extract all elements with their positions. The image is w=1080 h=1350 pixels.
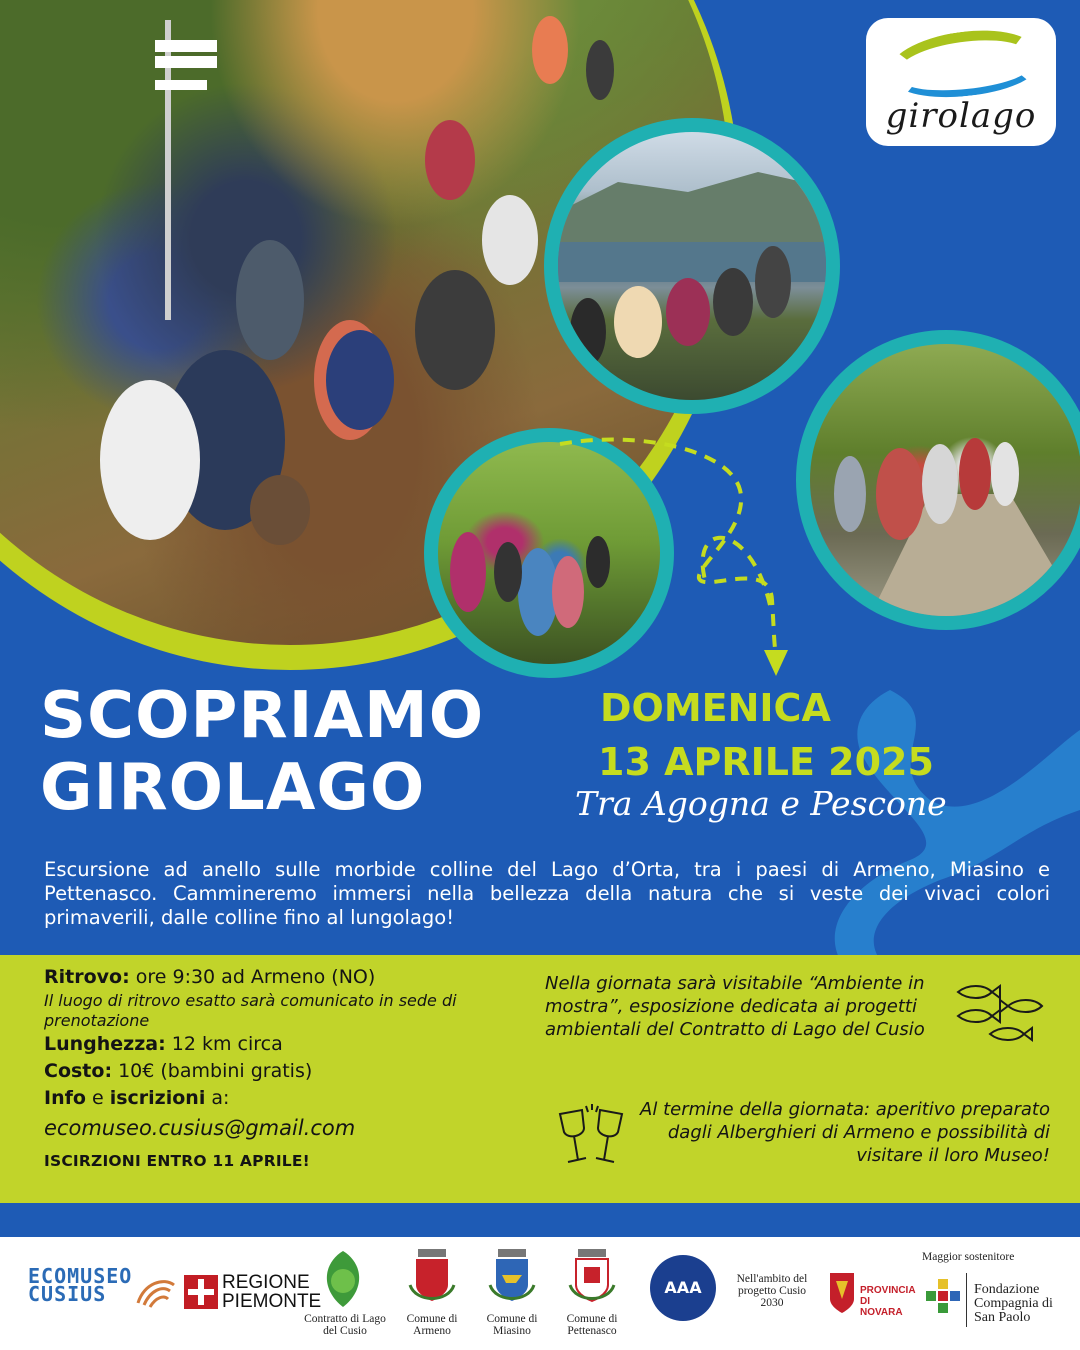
info-line bbox=[44, 1085, 504, 1112]
exhibition-note: Nella giornata sarà visitabile “Ambiente in mostra”, esposizione dedicata ai progetti ambientali del Contratto di Lago del Cusio bbox=[545, 973, 925, 1040]
registration-deadline: ISCIRZIONI ENTRO 11 APRILE! bbox=[44, 1152, 310, 1170]
logo-text: girolago bbox=[885, 96, 1037, 136]
dashed-path-arrow bbox=[520, 430, 820, 680]
meeting-value: ore 9:30 ad Armeno (NO) bbox=[129, 966, 376, 988]
length-line bbox=[44, 1031, 504, 1058]
title-line-2: GIROLAGO bbox=[40, 751, 426, 825]
pettenasco-coat-of-arms-icon bbox=[566, 1245, 618, 1307]
armeno-coat-of-arms-icon bbox=[406, 1245, 458, 1307]
miasino-coat-of-arms-icon bbox=[486, 1245, 538, 1307]
info-conj: e bbox=[85, 1087, 110, 1109]
fish-icon bbox=[952, 978, 1062, 1048]
registration-label: iscrizioni bbox=[109, 1087, 206, 1109]
cost-value: 10€ (bambini gratis) bbox=[112, 1060, 313, 1082]
event-date: 13 APRILE 2025 bbox=[598, 740, 934, 784]
length-label: Lunghezza: bbox=[44, 1033, 166, 1055]
info-label: Info bbox=[44, 1087, 86, 1109]
regione-piemonte-logo bbox=[222, 1273, 321, 1311]
ecomuseo-line-2: CUSIUS bbox=[28, 1282, 107, 1306]
aaa-logo: AAA bbox=[650, 1255, 716, 1321]
maggior-sostenitore-label: Maggior sostenitore bbox=[922, 1251, 1015, 1263]
comune-armeno-label: Comune di Armeno bbox=[406, 1313, 458, 1337]
lake-view-photo bbox=[544, 118, 840, 414]
compagnia-san-paolo-logo-icon bbox=[926, 1279, 960, 1313]
comune-pettenasco-label: Comune di Pettenasco bbox=[566, 1313, 618, 1337]
ecomuseo-cusius-logo bbox=[28, 1264, 133, 1306]
spiral-icon bbox=[134, 1273, 178, 1309]
toast-glasses-icon bbox=[552, 1104, 632, 1170]
sponsor-footer bbox=[0, 1237, 1080, 1350]
contratto-lago-label: Contratto di Lago del Cusio bbox=[304, 1313, 386, 1337]
meeting-line bbox=[44, 964, 504, 991]
trail-photo-illustration bbox=[810, 344, 1080, 616]
cost-label: Costo: bbox=[44, 1060, 113, 1082]
event-title bbox=[40, 680, 560, 824]
ecomuseo-line-1: ECOMUSEO bbox=[28, 1264, 133, 1288]
title-line-1: SCOPRIAMO bbox=[40, 679, 485, 753]
girolago-logo bbox=[866, 18, 1056, 146]
sponsor-divider bbox=[966, 1273, 967, 1327]
route-subtitle: Tra Agogna e Pescone bbox=[575, 784, 947, 823]
lake-photo-illustration bbox=[558, 132, 826, 400]
contact-email[interactable]: ecomuseo.cusius@gmail.com bbox=[44, 1116, 356, 1140]
regione-line-2: PIEMONTE bbox=[222, 1291, 322, 1312]
fondazione-label: Fondazione Compagnia di San Paolo bbox=[974, 1282, 1053, 1325]
bottom-stripe bbox=[0, 1203, 1080, 1237]
provincia-novara-label: PROVINCIA DI NOVARA bbox=[860, 1285, 916, 1318]
trail-walkers-photo bbox=[796, 330, 1080, 630]
event-day: DOMENICA bbox=[600, 686, 831, 730]
piemonte-flag-icon bbox=[184, 1275, 218, 1309]
event-details bbox=[44, 964, 504, 1170]
cost-line bbox=[44, 1058, 504, 1085]
contratto-lago-logo-icon bbox=[318, 1249, 368, 1309]
meeting-note: Il luogo di ritrovo esatto sarà comunicato in sede di prenotazione bbox=[44, 991, 457, 1030]
event-description: Escursione ad anello sulle morbide colline del Lago d’Orta, tra i paesi di Armeno, Miasino e Pettenasco. Cammineremo immersi nella bellezza della natura che si veste dei vivaci colori primaverili, dalle colline fino al lungolago! bbox=[44, 858, 1050, 929]
regione-line-1: REGIONE bbox=[222, 1272, 310, 1293]
info-suffix: a: bbox=[205, 1087, 230, 1109]
length-value: 12 km circa bbox=[165, 1033, 283, 1055]
progetto-cusio-label: Nell'ambito del progetto Cusio 2030 bbox=[736, 1273, 808, 1309]
meeting-label: Ritrovo: bbox=[44, 966, 130, 988]
comune-miasino-label: Comune di Miasino bbox=[486, 1313, 538, 1337]
aperitivo-note: Al termine della giornata: aperitivo preparato dagli Alberghieri di Armeno e possibilità di visitare il loro Museo! bbox=[640, 1099, 1050, 1166]
